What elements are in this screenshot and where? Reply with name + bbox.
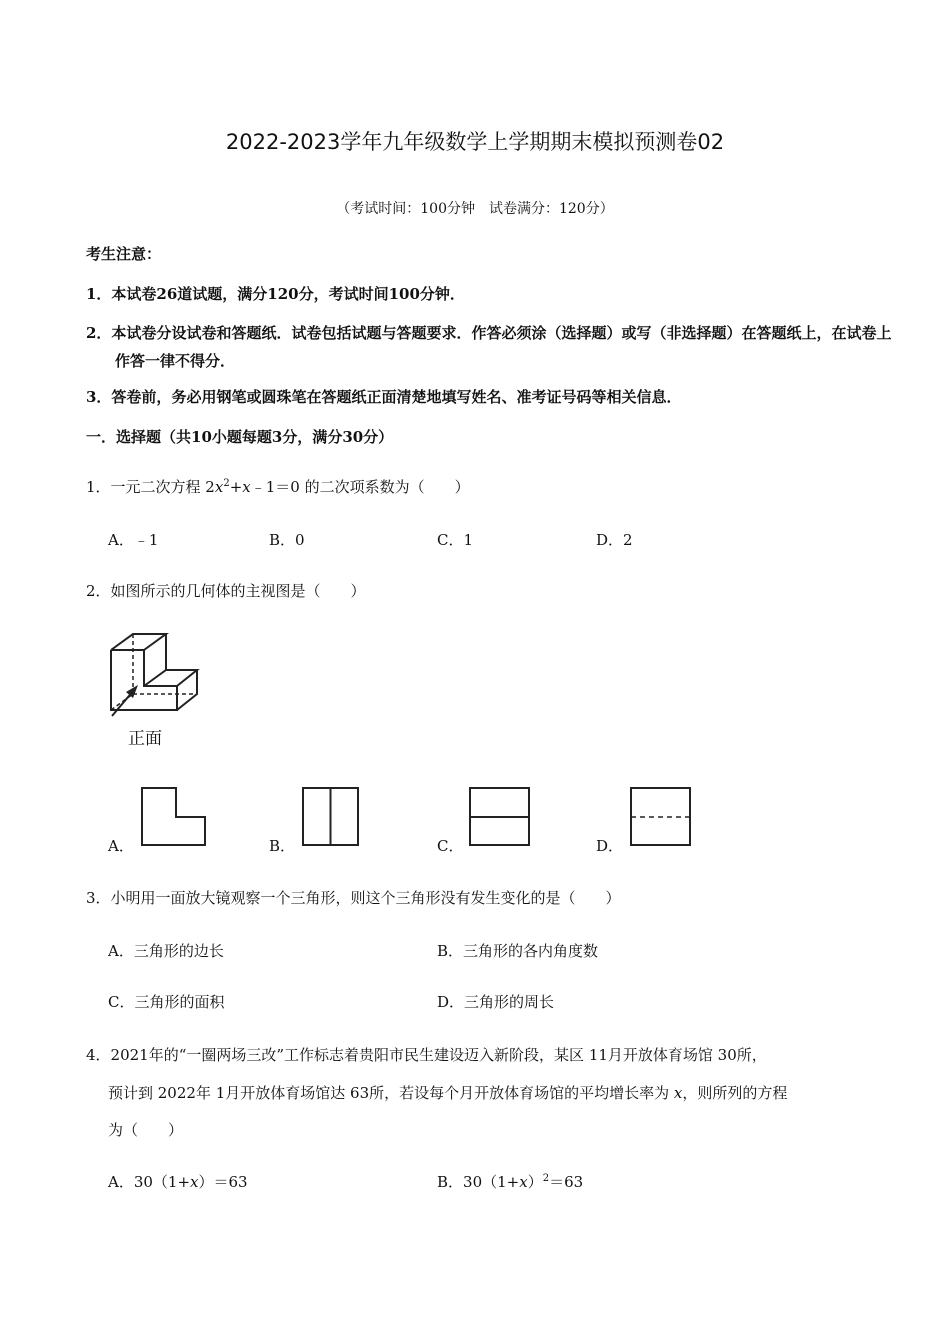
- notice-item-3: 3．答卷前，务必用钢笔或圆珠笔在答题纸正面清楚地填写姓名、准考证号码等相关信息．: [86, 388, 682, 406]
- q2-option-a-letter: A．: [108, 837, 134, 855]
- q1-option-b: B．0: [269, 531, 305, 549]
- q4-option-a: A．30（1+x）＝63: [108, 1173, 248, 1191]
- q4-option-b: B．$30(1+x)^2=63$: [437, 1173, 584, 1191]
- q2-option-c-figure: [468, 786, 532, 848]
- q1-option-c: C．1: [437, 531, 474, 549]
- question-2-stem: 2．如图所示的几何体的主视图是（ ）: [86, 582, 366, 600]
- q1-option-d: D．2: [596, 531, 633, 549]
- page-title: 2022-2023学年九年级数学上学期期末模拟预测卷02: [225, 130, 725, 154]
- q2-option-b-figure: [301, 786, 361, 848]
- notice-item-2: 2．本试卷分设试卷和答题纸．试卷包括试题与答题要求．作答必须涂（选择题）或写（非选择题）在答题纸上，在试卷上作答一律不得分．: [86, 324, 892, 370]
- solid-figure: [100, 628, 210, 718]
- question-4-line-2: 预计到 2022年 1月开放体育场馆达 63所，若设每个月开放体育场馆的平均增长率为 x，则所列的方程: [108, 1084, 788, 1102]
- front-view-label: 正面: [128, 729, 162, 749]
- q2-option-b-letter: B．: [269, 837, 296, 855]
- notice-item-1: 1．本试卷26道试题，满分120分，考试时间100分钟．: [86, 285, 465, 303]
- question-4-line-1: 4．2021年的“一圈两场三改”工作标志着贵阳市民生建设迈入新阶段，某区 11月开放体育场馆 30所，: [86, 1046, 767, 1064]
- q2-option-a-figure: [140, 786, 208, 848]
- question-4-line-3: 为（ ）: [108, 1121, 184, 1139]
- q3-option-d: D．三角形的周长: [437, 993, 555, 1011]
- question-1-stem: 1．一元二次方程 $2x^2+x﹣1=0$ 的二次项系数为（ ）: [86, 478, 470, 496]
- question-3-stem: 3．小明用一面放大镜观察一个三角形，则这个三角形没有发生变化的是（ ）: [86, 889, 621, 907]
- q1-option-a: A．﹣1: [108, 531, 159, 549]
- notice-heading: 考生注意：: [86, 245, 162, 263]
- exam-info: （考试时间：100分钟 试卷满分：120分）: [336, 201, 614, 217]
- q3-option-c: C．三角形的面积: [108, 993, 225, 1011]
- q3-option-a: A．三角形的边长: [108, 942, 224, 960]
- q2-option-d-figure: [629, 786, 693, 848]
- q2-option-d-letter: D．: [596, 837, 624, 855]
- q2-option-c-letter: C．: [437, 837, 464, 855]
- section-heading: 一．选择题（共10小题每题3分，满分30分）: [86, 428, 394, 446]
- q3-option-b: B．三角形的各内角度数: [437, 942, 599, 960]
